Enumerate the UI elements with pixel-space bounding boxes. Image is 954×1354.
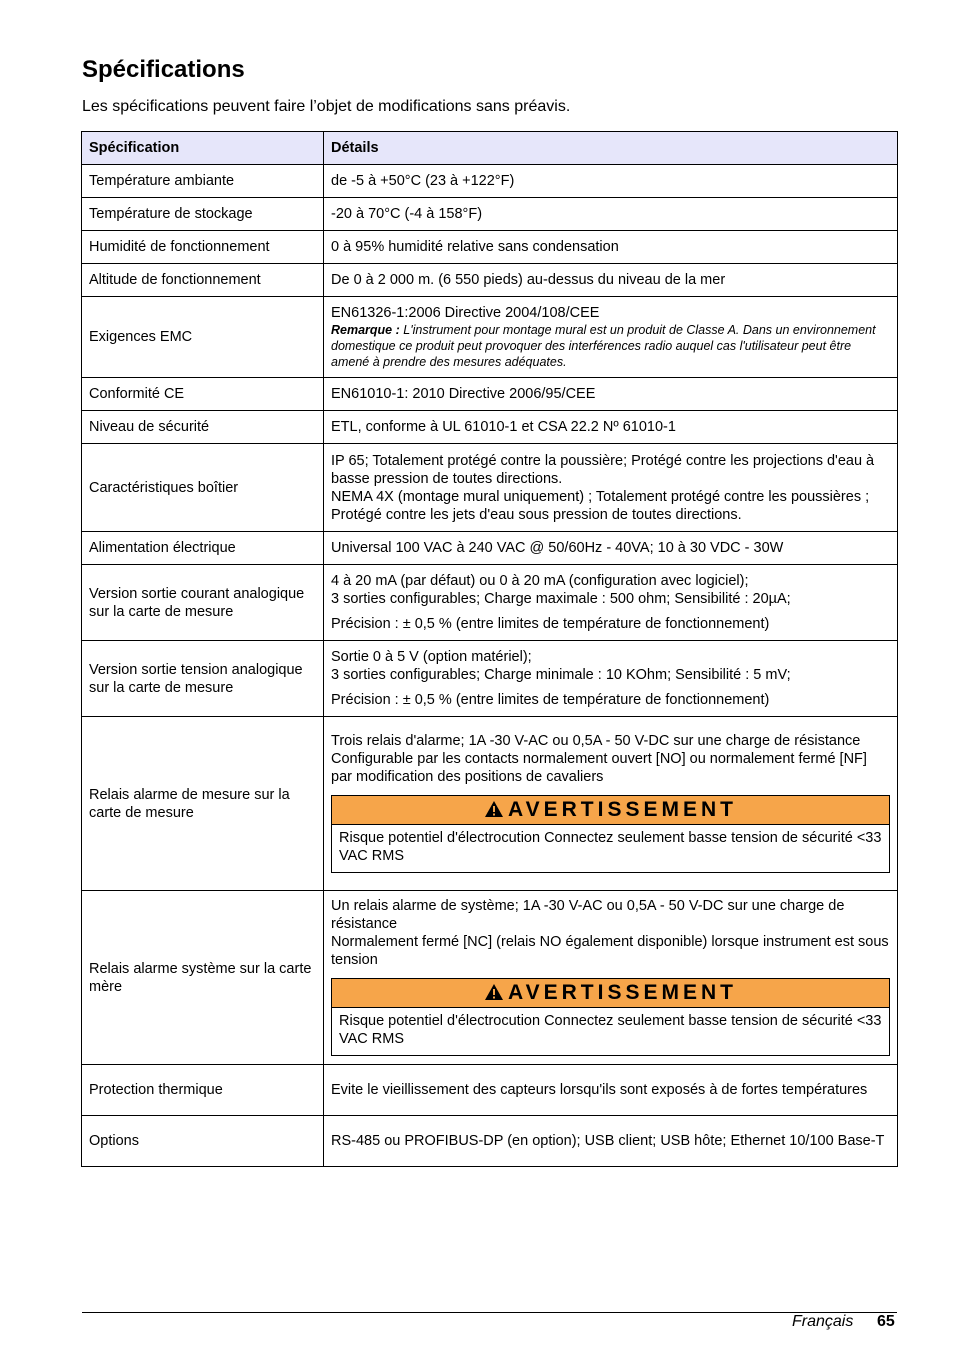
details-line: IP 65; Totalement protégé contre la poussière; Protégé contre les projections d'eau à basse pression de toutes directions.: [331, 452, 875, 487]
footer-divider: [82, 1312, 897, 1313]
details-line: 4 à 20 mA (par défaut) ou 0 à 20 mA (configuration avec logiciel);: [331, 573, 749, 589]
note-body: L'instrument pour montage mural est un produit de Classe A. Dans un environnement domestique ce produit peut provoquer des interférences radio auquel cas l'utilisateur peut être amené à prendre des mesures adéquates.: [331, 323, 876, 369]
warning-box: [331, 978, 890, 1056]
warning-header: [332, 796, 889, 825]
spec-cell: Humidité de fonctionnement: [82, 231, 324, 264]
spec-cell: Altitude de fonctionnement: [82, 264, 324, 297]
note-text: [331, 322, 890, 370]
table-row: [82, 532, 898, 565]
page-number: 65: [877, 1313, 895, 1330]
table-row: [82, 378, 898, 411]
details-line: Un relais alarme de système; 1A -30 V-AC ou 0,5A - 50 V-DC sur une charge de résistance: [331, 898, 845, 932]
details-line: Configurable par les contacts normalement ouvert [NO] ou normalement fermé [NF] par modification des positions de cavaliers: [331, 751, 867, 785]
table-row: [82, 231, 898, 264]
details-cell: de -5 à +50°C (23 à +122°F): [324, 165, 898, 198]
warning-text: Risque potentiel d'électrocution Connectez seulement basse tension de sécurité <33 VAC RMS: [339, 1013, 882, 1047]
spec-cell: Alimentation électrique: [82, 532, 324, 565]
details-line: Sortie 0 à 5 V (option matériel);: [331, 649, 532, 665]
spec-cell: Exigences EMC: [82, 297, 324, 378]
table-row: [82, 411, 898, 444]
spec-cell: Protection thermique: [82, 1065, 324, 1116]
spec-cell: Options: [82, 1116, 324, 1167]
details-cell: De 0 à 2 000 m. (6 550 pieds) au-dessus du niveau de la mer: [324, 264, 898, 297]
details-cell: RS-485 ou PROFIBUS-DP (en option); USB client; USB hôte; Ethernet 10/100 Base-T: [324, 1116, 898, 1167]
table-row: [82, 891, 898, 1065]
details-cell: [324, 641, 898, 717]
warning-box: [331, 795, 890, 873]
spec-cell: Version sortie courant analogique sur la carte de mesure: [82, 565, 324, 641]
table-row: [82, 198, 898, 231]
details-line: Trois relais d'alarme; 1A -30 V-AC ou 0,5A - 50 V-DC sur une charge de résistance: [331, 733, 861, 749]
spec-cell: Conformité CE: [82, 378, 324, 411]
warning-header: [332, 979, 889, 1008]
footer-language: Français: [792, 1313, 854, 1330]
table-row: [82, 641, 898, 717]
details-line: EN61326-1:2006 Directive 2004/108/CEE: [331, 305, 600, 321]
table-row: [82, 165, 898, 198]
details-line: 3 sorties configurables; Charge maximale : 500 ohm; Sensibilité : 20µA;: [331, 591, 791, 607]
warning-title: AVERTISSEMENT: [508, 981, 737, 1004]
details-line: NEMA 4X (montage mural uniquement) ; Totalement protégé contre les poussières ; Protégé contre les jets d'eau sous pression de toutes directions.: [331, 488, 870, 523]
details-cell: [324, 565, 898, 641]
table-row: [82, 1116, 898, 1167]
details-cell: EN61010-1: 2010 Directive 2006/95/CEE: [324, 378, 898, 411]
intro-text: Les spécifications peuvent faire l’objet de modifications sans préavis.: [82, 98, 571, 115]
details-cell: [324, 717, 898, 891]
details-line: Précision : ± 0,5 % (entre limites de température de fonctionnement): [331, 616, 770, 632]
details-cell: [324, 444, 898, 532]
table-row: [82, 297, 898, 378]
warning-title: AVERTISSEMENT: [508, 798, 737, 821]
spec-cell: Température ambiante: [82, 165, 324, 198]
spec-cell: Niveau de sécurité: [82, 411, 324, 444]
table-row: [82, 264, 898, 297]
details-cell: [324, 891, 898, 1065]
warning-text: Risque potentiel d'électrocution Connectez seulement basse tension de sécurité <33 VAC RMS: [339, 830, 882, 864]
page-title: Spécifications: [82, 56, 245, 83]
spec-cell: Relais alarme système sur la carte mère: [82, 891, 324, 1065]
table-header-row: [82, 132, 898, 165]
specifications-table: [81, 131, 898, 1167]
warning-triangle-icon: [484, 800, 504, 818]
details-cell: -20 à 70°C (-4 à 158°F): [324, 198, 898, 231]
details-line: Précision : ± 0,5 % (entre limites de température de fonctionnement): [331, 692, 770, 708]
spec-cell: Version sortie tension analogique sur la carte de mesure: [82, 641, 324, 717]
details-cell: [324, 297, 898, 378]
details-line: Normalement fermé [NC] (relais NO également disponible) lorsque instrument est sous tension: [331, 934, 889, 968]
spec-cell: Relais alarme de mesure sur la carte de mesure: [82, 717, 324, 891]
warning-triangle-icon: [484, 983, 504, 1001]
header-details: Détails: [324, 132, 898, 165]
details-cell: ETL, conforme à UL 61010-1 et CSA 22.2 Nº 61010-1: [324, 411, 898, 444]
table-row: [82, 717, 898, 891]
table-row: [82, 565, 898, 641]
spec-cell: Caractéristiques boîtier: [82, 444, 324, 532]
note-label: Remarque :: [331, 323, 400, 337]
details-cell: 0 à 95% humidité relative sans condensation: [324, 231, 898, 264]
table-row: [82, 444, 898, 532]
details-cell: Evite le vieillissement des capteurs lorsqu'ils sont exposés à de fortes températures: [324, 1065, 898, 1116]
header-specification: Spécification: [82, 132, 324, 165]
spec-cell: Température de stockage: [82, 198, 324, 231]
details-cell: Universal 100 VAC à 240 VAC @ 50/60Hz - 40VA; 10 à 30 VDC - 30W: [324, 532, 898, 565]
table-row: [82, 1065, 898, 1116]
details-line: 3 sorties configurables; Charge minimale : 10 KOhm; Sensibilité : 5 mV;: [331, 667, 791, 683]
